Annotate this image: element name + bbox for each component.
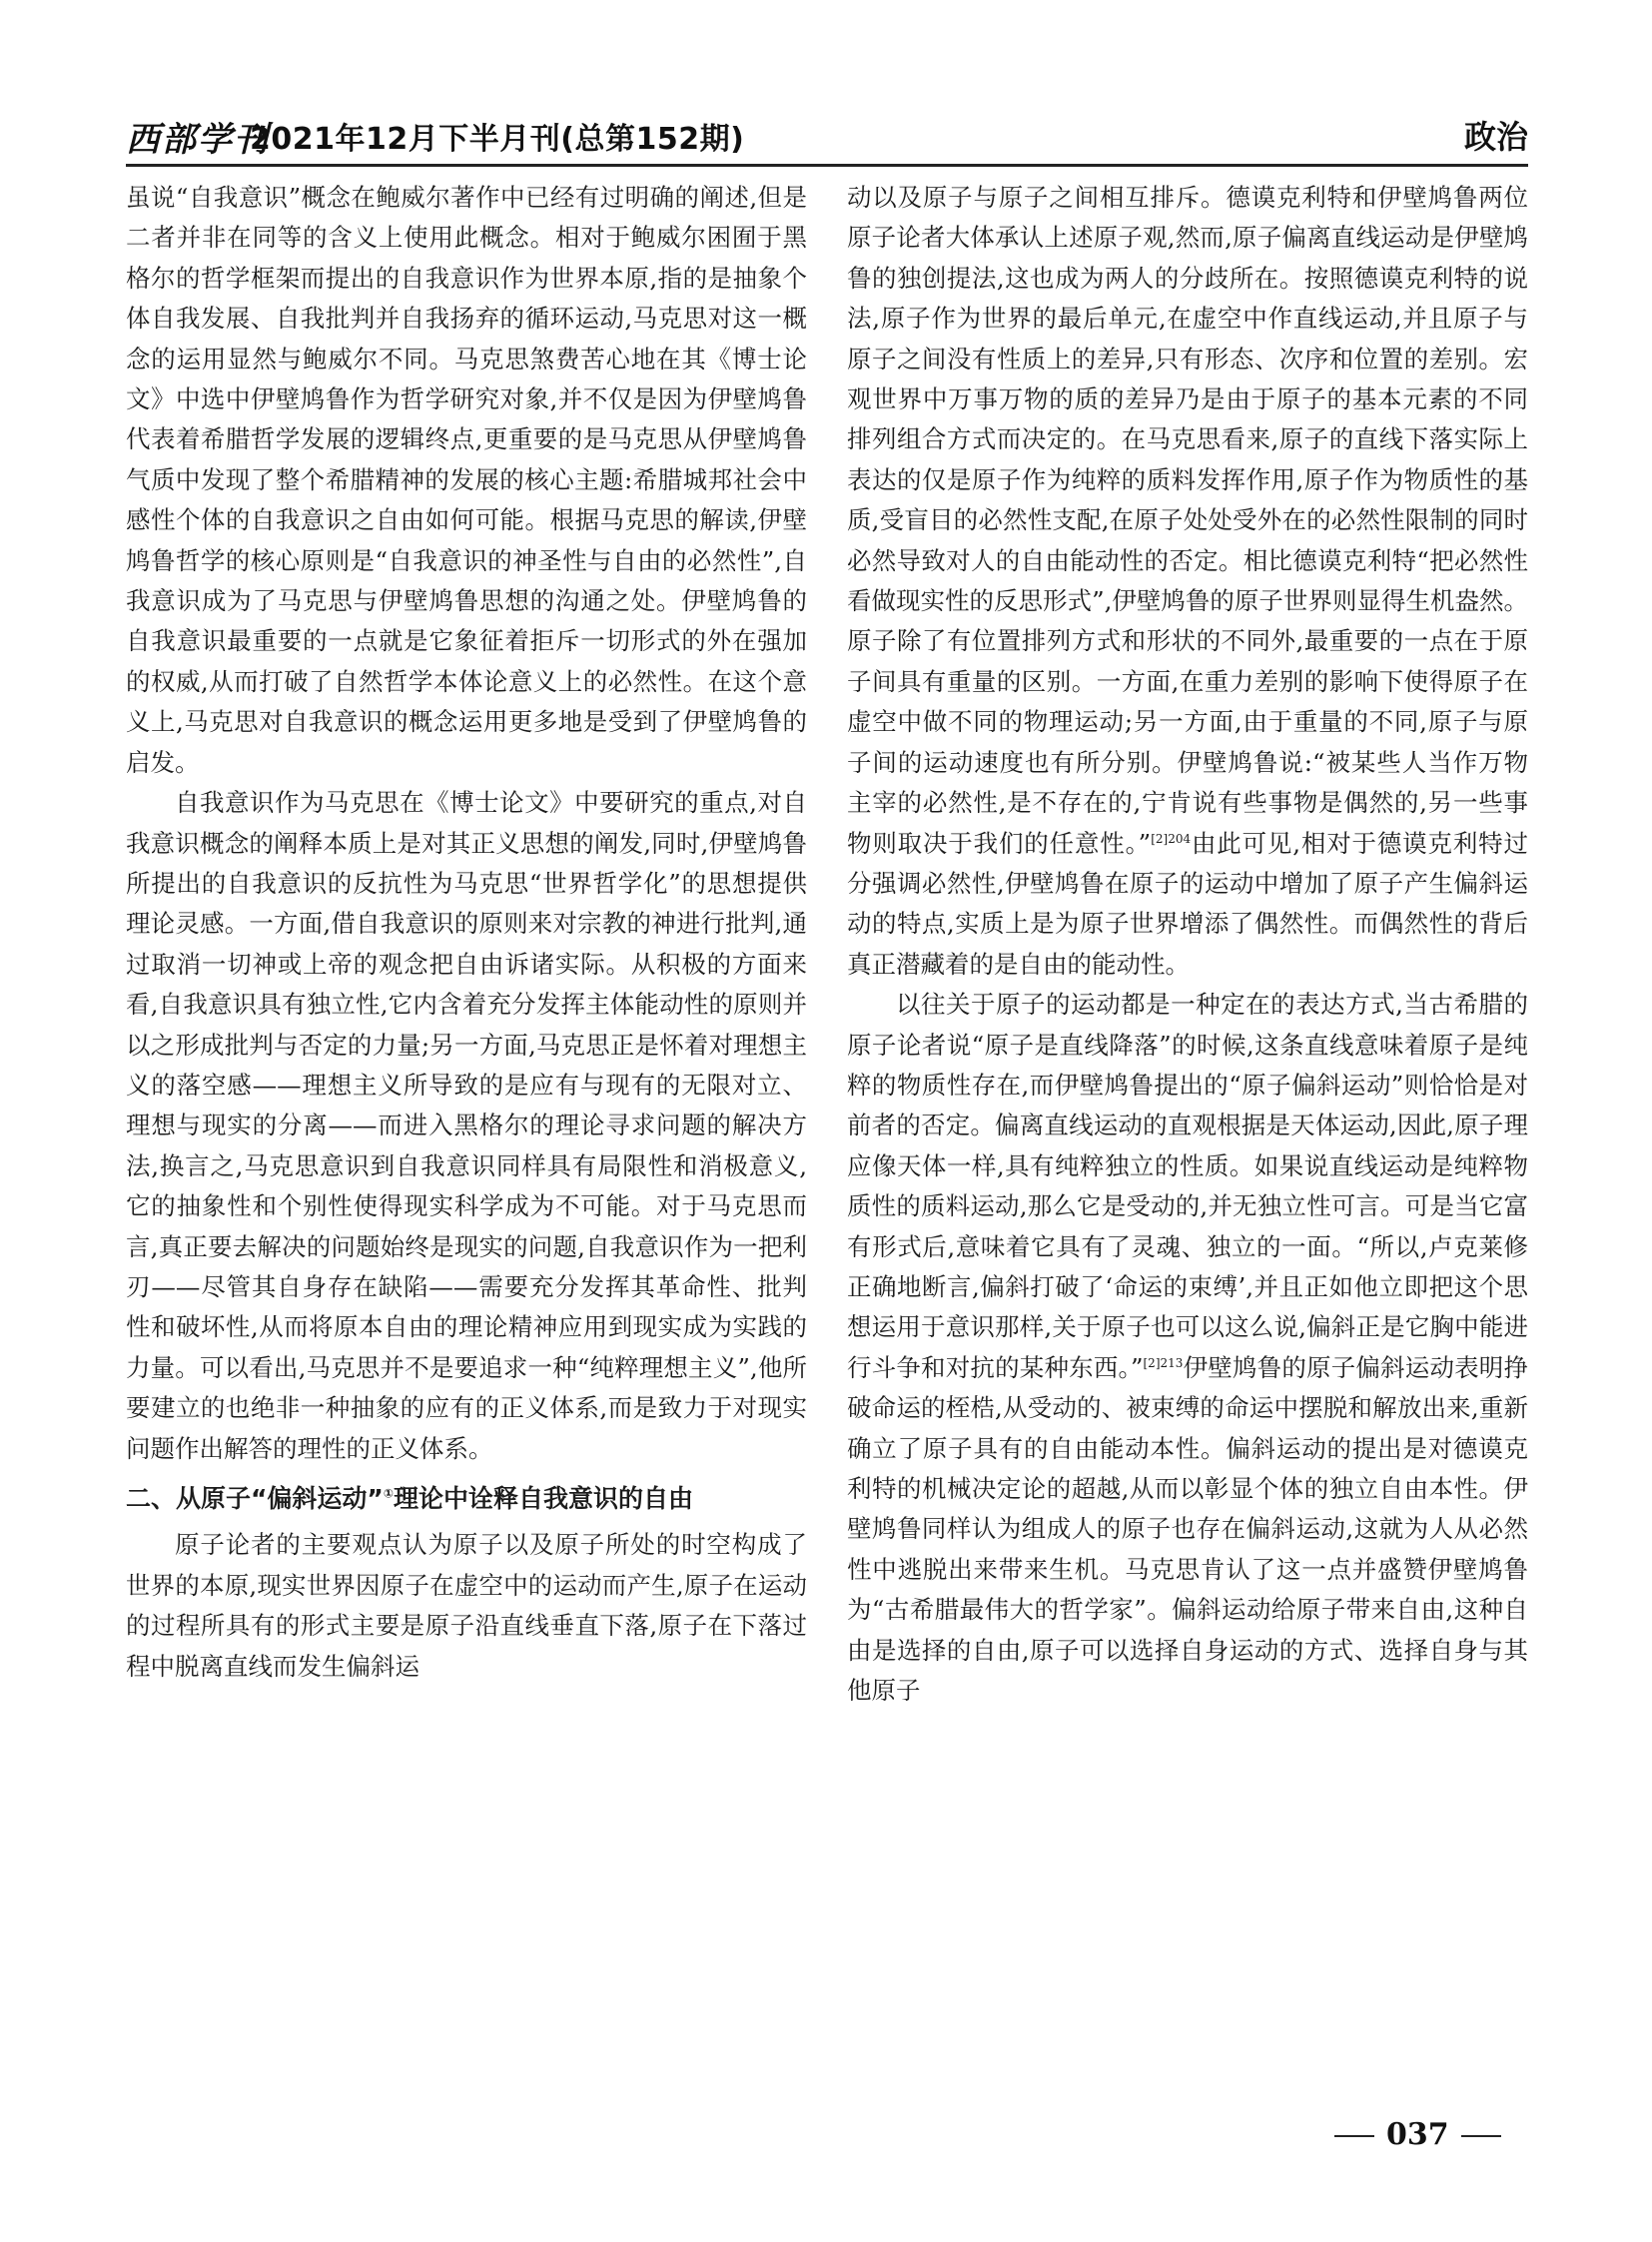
section-heading bbox=[126, 1479, 807, 1519]
citation-marker: [2]213 bbox=[1143, 1355, 1184, 1370]
section-label: 政治 bbox=[1463, 118, 1528, 156]
paragraph-text: 以往关于原子的运动都是一种定在的表达方式,当古希腊的原子论者说“原子是直线降落”的时候,这条直线意味着原子是纯粹的物质性存在,而伊壁鸠鲁提出的“原子偏斜运动”则恰恰是对前者的否定。偏离直线运动的直观根据是天体运动,因此,原子理应像天体一样,具有纯粹独立的性质。如果说直线运动是纯粹物质性的质料运动,那么它是受动的,并无独立性可言。可是当它富有形式后,意味着它具有了灵魂、独立的一面。“所以,卢克莱修正确地断言,偏斜打破了‘命运的束缚’,并且正如他立即把这个思想运用于意识那样,关于原子也可以这么说,偏斜正是它胸中能进行斗争和对抗的某种东西。” bbox=[847, 990, 1528, 1382]
header-rule bbox=[126, 164, 1528, 167]
paragraph bbox=[847, 178, 1528, 985]
issue-info: 2021年12月下半月刊(总第152期) bbox=[250, 122, 745, 157]
page-footer bbox=[1334, 2117, 1528, 2157]
page-header bbox=[126, 108, 1528, 160]
paragraph-text: 动以及原子与原子之间相互排斥。德谟克利特和伊壁鸠鲁两位原子论者大体承认上述原子观,然而,原子偏离直线运动是伊壁鸠鲁的独创提法,这也成为两人的分歧所在。按照德谟克利特的说法,原子作为世界的最后单元,在虚空中作直线运动,并且原子与原子之间没有性质上的差异,只有形态、次序和位置的差别。宏观世界中万事万物的质的差异乃是由于原子的基本元素的不同排列组合方式而决定的。在马克思看来,原子的直线下落实际上表达的仅是原子作为纯粹的质料发挥作用,原子作为物质性的基质,受盲目的必然性支配,在原子处处受外在的必然性限制的同时必然导致对人的自由能动性的否定。相比德谟克利特“把必然性看做现实性的反思形式”,伊壁鸠鲁的原子世界则显得生机盎然。原子除了有位置排列方式和形状的不同外,最重要的一点在于原子间具有重量的区别。一方面,在重力差别的影响下使得原子在虚空中做不同的物理运动;另一方面,由于重量的不同,原子与原子间的运动速度也有所分别。伊壁鸠鲁说:“被某些人当作万物主宰的必然性,是不存在的,宁肯说有些事物是偶然的,另一些事物则取决于我们的任意性。” bbox=[847, 183, 1528, 858]
paragraph-text: 由此可见,相对于德谟克利特过分强调必然性,伊壁鸠鲁在原子的运动中增加了原子产生偏斜运动的特点,实质上是为原子世界增添了偶然性。而偶然性的背后真正潜藏着的是自由的能动性。 bbox=[847, 828, 1528, 979]
footer-dash bbox=[1334, 2135, 1374, 2137]
paragraph-text: 伊壁鸠鲁的原子偏斜运动表明挣破命运的桎梏,从受动的、被束缚的命运中摆脱和解放出来,重新确立了原子具有的自由能动本性。偏斜运动的提出是对德谟克利特的机械决定论的超越,从而以彰显个体的独立自由本性。伊壁鸠鲁同样认为组成人的原子也存在偏斜运动,这就为人从必然性中逃脱出来带来生机。马克思肯认了这一点并盛赞伊壁鸠鲁为“古希腊最伟大的哲学家”。偏斜运动给原子带来自由,这种自由是选择的自由,原子可以选择自身运动的方式、选择自身与其他原子 bbox=[847, 1352, 1528, 1706]
paragraph bbox=[847, 985, 1528, 1711]
paragraph: 自我意识作为马克思在《博士论文》中要研究的重点,对自我意识概念的阐释本质上是对其正义思想的阐发,同时,伊壁鸠鲁所提出的自我意识的反抗性为马克思“世界哲学化”的思想提供理论灵感。一方面,借自我意识的原则来对宗教的神进行批判,通过取消一切神或上帝的观念把自由诉诸实际。从积极的方面来看,自我意识具有独立性,它内含着充分发挥主体能动性的原则并以之形成批判与否定的力量;另一方面,马克思正是怀着对理想主义的落空感——理想主义所导致的是应有与现有的无限对立、理想与现实的分离——而进入黑格尔的理论寻求问题的解决方法,换言之,马克思意识到自我意识同样具有局限性和消极意义,它的抽象性和个别性使得现实科学成为不可能。对于马克思而言,真正要去解决的问题始终是现实的问题,自我意识作为一把利刃——尽管其自身存在缺陷——需要充分发挥其革命性、批判性和破坏性,从而将原本自由的理论精神应用到现实成为实践的力量。可以看出,马克思并不是要追求一种“纯粹理想主义”,他所要建立的也绝非一种抽象的应有的正义体系,而是致力于对现实问题作出解答的理性的正义体系。 bbox=[126, 788, 807, 1463]
citation-marker: [2]204 bbox=[1151, 831, 1192, 846]
paragraph: 虽说“自我意识”概念在鲍威尔著作中已经有过明确的阐述,但是二者并非在同等的含义上使用此概念。相对于鲍威尔困囿于黑格尔的哲学框架而提出的自我意识作为世界本原,指的是抽象个体自我发展、自我批判并自我扬弃的循环运动,马克思对这一概念的运用显然与鲍威尔不同。马克思煞费苦心地在其《博士论文》中选中伊壁鸠鲁作为哲学研究对象,并不仅是因为伊壁鸠鲁代表着希腊哲学发展的逻辑终点,更重要的是马克思从伊壁鸠鲁气质中发现了整个希腊精神的发展的核心主题:希腊城邦社会中感性个体的自我意识之自由如何可能。根据马克思的解读,伊壁鸠鲁哲学的核心原则是“自我意识的神圣性与自由的必然性”,自我意识成为了马克思与伊壁鸠鲁思想的沟通之处。伊壁鸠鲁的自我意识最重要的一点就是它象征着拒斥一切形式的外在强加的权威,从而打破了自然哲学本体论意义上的必然性。在这个意义上,马克思对自我意识的概念运用更多地是受到了伊壁鸠鲁的启发。 bbox=[126, 183, 807, 777]
left-column bbox=[126, 178, 807, 1687]
section-heading-part: 二、从原子“偏斜运动” bbox=[126, 1484, 384, 1513]
right-column bbox=[847, 178, 1528, 1711]
journal-logo: 西部学刊 bbox=[126, 120, 270, 160]
paragraph: 原子论者的主要观点认为原子以及原子所处的时空构成了世界的本原,现实世界因原子在虚空中的运动而产生,原子在运动的过程所具有的形式主要是原子沿直线垂直下落,原子在下落过程中脱离直线而发生偏斜运 bbox=[126, 1530, 807, 1681]
page-number: 037 bbox=[1386, 2117, 1449, 2152]
footnote-marker: ① bbox=[383, 1486, 395, 1501]
footer-dash bbox=[1461, 2135, 1501, 2137]
section-heading-part: 理论中诠释自我意识的自由 bbox=[394, 1484, 694, 1513]
